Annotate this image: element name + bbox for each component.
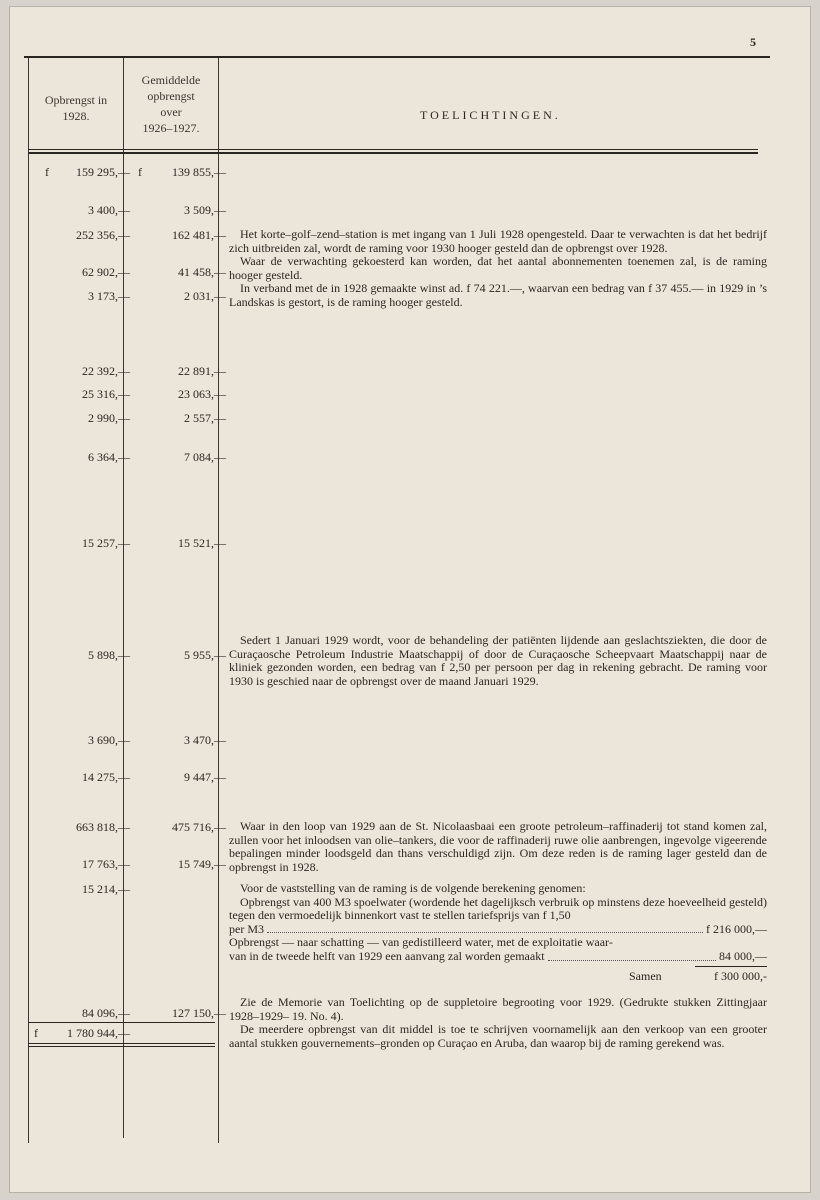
double-rule-a [28,1043,123,1044]
page-number: 5 [750,35,756,49]
amount-avg: 22 891,— [178,364,226,378]
note-pilotage: Waar in den loop van 1929 aan de St. Nicolaasbaai een groote petroleum–raffinaderij tot stand komen zal, zullen voor het inloodsen van olie–tankers, die voor de raffinaderij ruwe olie aanbrengen, ingevolge vigeerende bepalingen minder loodsgeld dan thans verschuldigd zijn. Om deze reden is de raming lager gesteld dan de opbrengst in 1928. [229,819,767,874]
header-rule-1 [28,149,758,150]
left-border-line [28,58,29,1143]
double-rule-c [123,1043,215,1044]
amount-1928: 159 295,— [76,165,130,179]
amount-avg: 41 458,— [178,265,226,279]
amount-1928: 15 214,— [82,882,130,896]
note-water-calculation: Voor de vaststelling van de raming is de volgende berekening genomen: Opbrengst van 400 M3 spoelwater (wordende het dagelijksch verbruik op minstens deze hoeveelheid gesteld) tegen den vermoedelijk binnenkort vast te stellen tariefsprijs van f 1,50 per M3 f 216 000,— Opbrengst — naar schatting — van gedistilleerd water, met de exploitatie waar- van in de tweede helft van 1929 een aanvang zal worden gemaakt 84 000,— Samen f 300 000,- [229,881,767,983]
header-col2: Gemiddelde opbrengst over 1926–1927. [141,73,201,135]
amount-avg: 139 855,— [172,165,226,179]
amount-1928: 25 316,— [82,387,130,401]
double-rule-b [28,1046,123,1047]
document-page [9,6,811,1193]
amount-avg: 15 521,— [178,536,226,550]
amount-1928: 17 763,— [82,857,130,871]
total-amount: 1 780 944,— [67,1026,130,1040]
header-col1: Opbrengst in 1928. [44,93,108,123]
amount-avg: 3 509,— [184,203,226,217]
amount-avg: 3 470,— [184,733,226,747]
amount-avg: 475 716,— [172,820,226,834]
florin-sign-total: f [34,1026,38,1040]
amount-1928: 2 990,— [88,411,130,425]
note-memorie: Zie de Memorie van Toelichting op de suppletoire begrooting voor 1929. (Gedrukte stukken Zittingjaar 1928–1929– 19. No. 4). De meerdere opbrengst van dit middel is toe te schrijven voornamelijk aan den verkoop van een grooter aantal stukken gouvernements–gronden op Curaçao en Aruba, dan waarop bij de raming gerekend was. [229,995,767,1050]
amount-avg: 9 447,— [184,770,226,784]
florin-sign-col2: f [138,165,142,179]
header-toelichtingen: TOELICHTINGEN. [420,108,561,122]
total-rule-col1 [28,1022,123,1023]
amount-avg: 2 031,— [184,289,226,303]
total-rule-col2 [123,1022,215,1023]
amount-1928: 5 898,— [88,648,130,662]
amount-avg: 5 955,— [184,648,226,662]
florin-sign-col1: f [45,165,49,179]
note-clinic: Sedert 1 Januari 1929 wordt, voor de behandeling der patiënten lijdende aan geslachtsziekten, die door de Curaçaosche Petroleum Industrie Maatschappij of door de Curaçaosche Scheepvaart Maatschappij naar de kliniek gezonden worden, een bedrag van f 2,50 per persoon per dag in rekening gebracht. De raming voor 1930 is geschied naar de opbrengst over de maand Januari 1929. [229,633,767,688]
calc-total-row: Samen f 300 000,- [229,970,767,984]
amount-avg: 2 557,— [184,411,226,425]
amount-1928: 252 356,— [76,228,130,242]
amount-avg: 127 150,— [172,1006,226,1020]
amount-1928: 84 096,— [82,1006,130,1020]
amount-avg: 15 749,— [178,857,226,871]
note-radio-station: Het korte–golf–zend–station is met ingang van 1 Juli 1928 opengesteld. Daar te verwachten is dat het bedrijf zich uitbreiden zal, wordt de raming voor 1930 hooger gesteld dan de opbrengst over 1928. Waar de verwachting gekoesterd kan worden, dat het aantal abonnementen toenemen zal, is de raming hooger gesteld. In verband met de in 1928 gemaakte winst ad. f 74 221.—, waarvan een bedrag van f 37 455.— in 1929 in ’s Landskas is gestort, is de raming hooger gesteld. [229,227,767,309]
amount-1928: 3 173,— [88,289,130,303]
amount-1928: 62 902,— [82,265,130,279]
header-rule-2 [28,152,758,154]
top-rule [24,56,770,58]
column-divider-1 [123,58,124,1138]
amount-1928: 3 400,— [88,203,130,217]
amount-1928: 6 364,— [88,450,130,464]
amount-avg: 23 063,— [178,387,226,401]
calc-row-2: van in de tweede helft van 1929 een aanvang zal worden gemaakt 84 000,— [229,948,767,963]
amount-1928: 663 818,— [76,820,130,834]
double-rule-d [123,1046,215,1047]
column-divider-2 [218,58,219,1143]
amount-avg: 162 481,— [172,228,226,242]
amount-1928: 22 392,— [82,364,130,378]
amount-avg: 7 084,— [184,450,226,464]
calc-row-1: per M3 f 216 000,— [229,921,767,936]
amount-1928: 15 257,— [82,536,130,550]
amount-1928: 3 690,— [88,733,130,747]
amount-1928: 14 275,— [82,770,130,784]
